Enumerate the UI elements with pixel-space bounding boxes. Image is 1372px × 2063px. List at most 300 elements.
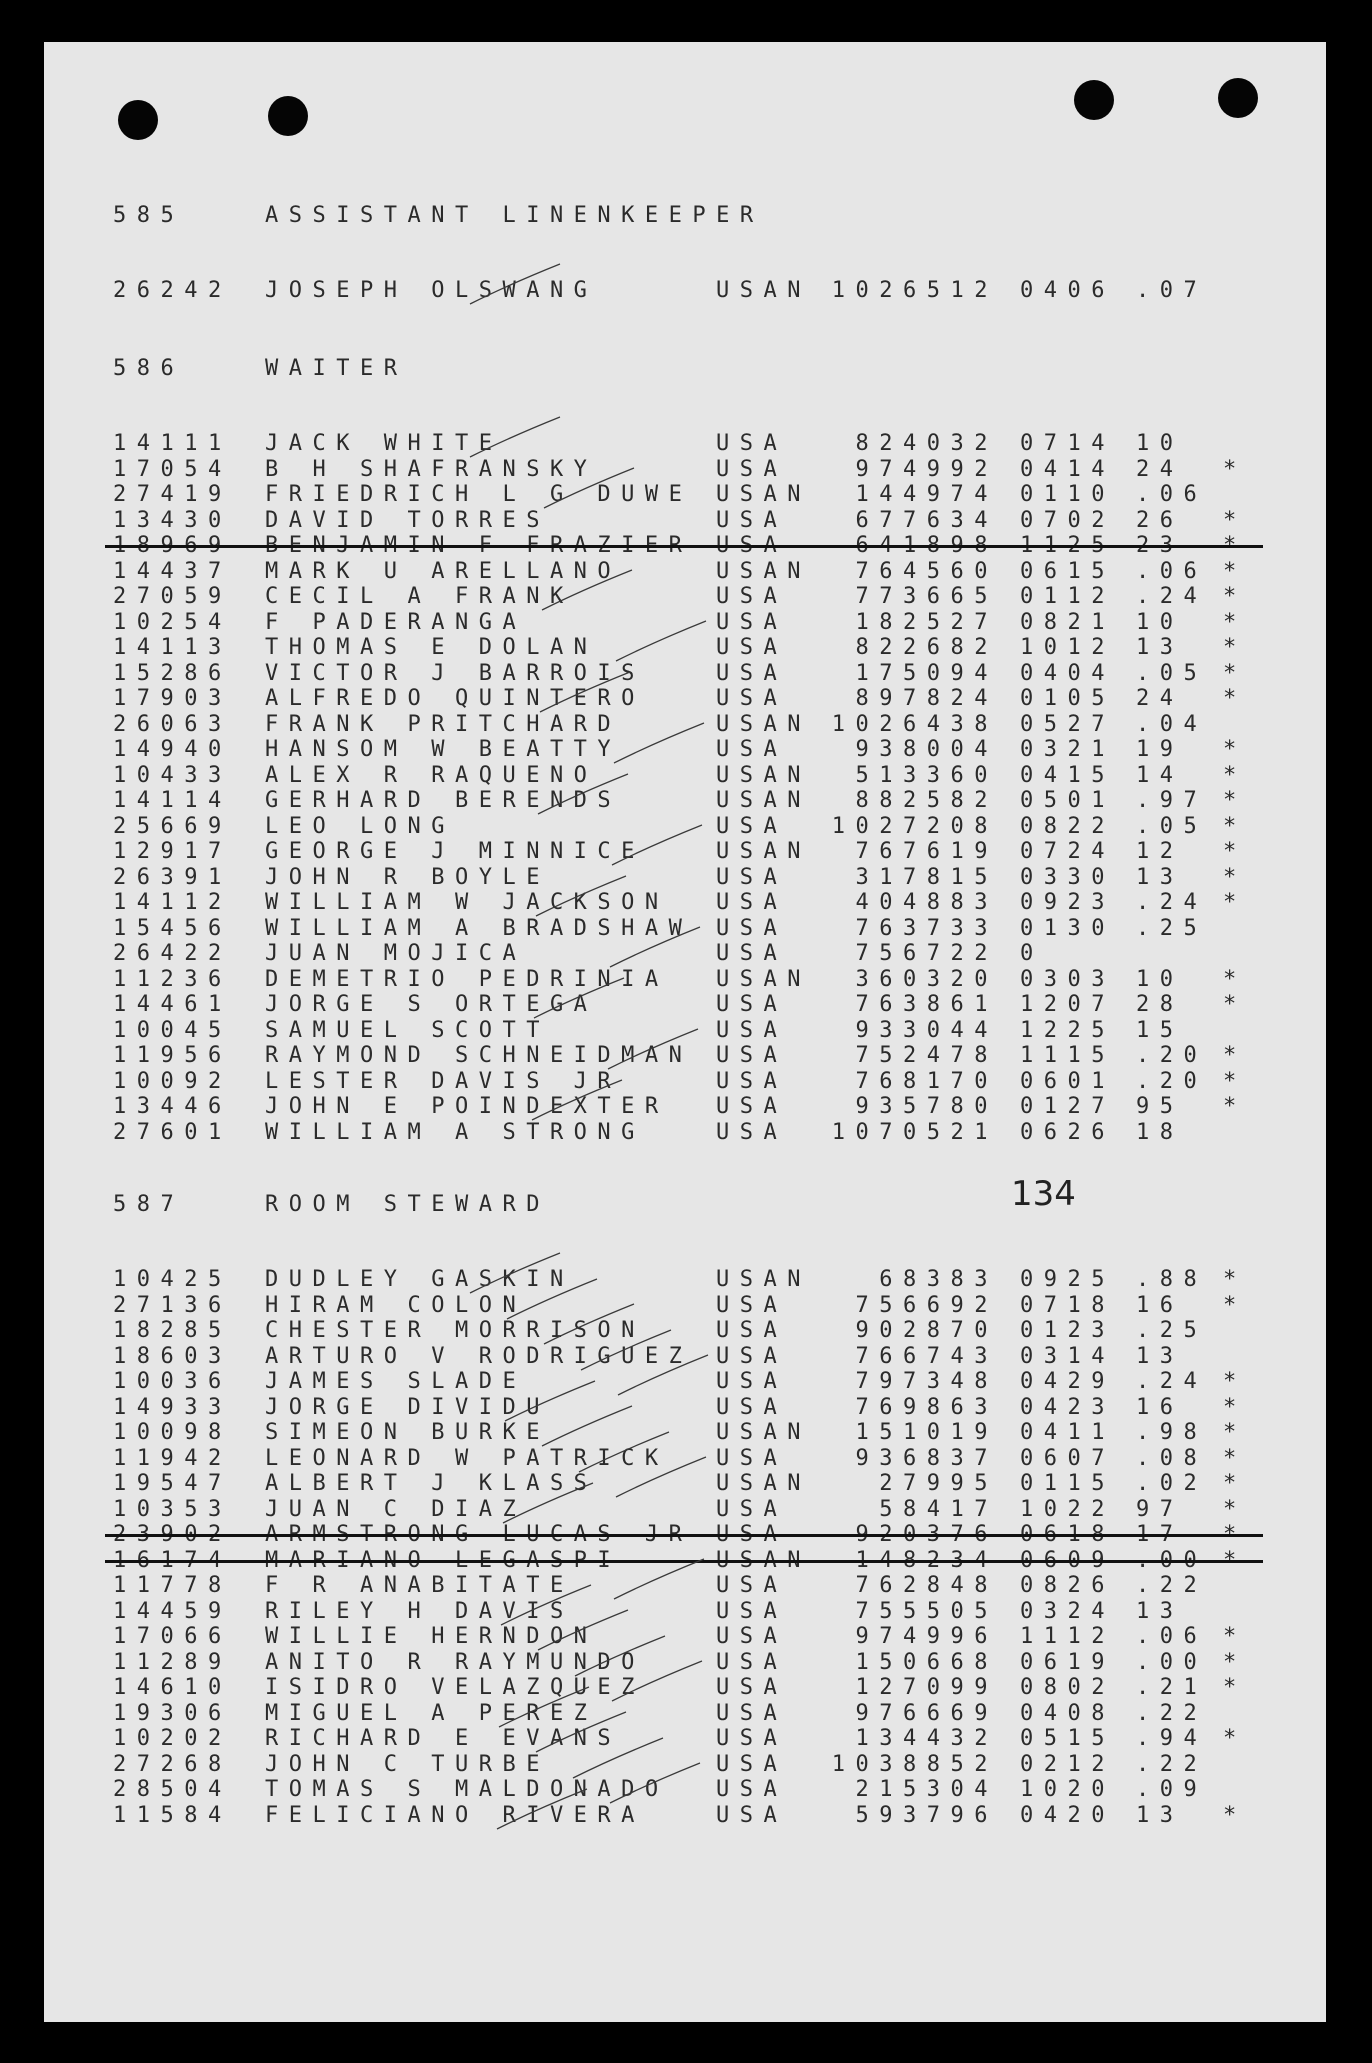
date-code: 0702 [1020,508,1115,533]
section-code: 587 [113,1192,185,1217]
employee-name: LEONARD W PATRICK [265,1446,669,1471]
section-code: 585 [113,203,185,228]
employee-number: 26391 [113,865,232,890]
id-number: 936837 [855,1446,998,1471]
id-number: 752478 [855,1043,998,1068]
date-code: 0110 [1020,482,1115,507]
pen-tick-mark [575,1636,665,1676]
pen-tick-mark [501,1585,591,1625]
value: .20 [1136,1043,1208,1068]
citizenship: USA [716,1446,788,1471]
date-code: 0618 [1020,1522,1115,1547]
asterisk-mark: * [1223,1650,1247,1675]
id-number: 150668 [855,1650,998,1675]
asterisk-mark: * [1223,533,1247,558]
id-number: 151019 [855,1420,998,1445]
id-number: 897824 [855,686,998,711]
citizenship: USA [716,1293,788,1318]
pen-tick-mark [573,1738,663,1778]
employee-number: 18969 [113,533,232,558]
value: 10 [1136,610,1184,635]
asterisk-mark: * [1223,814,1247,839]
employee-number: 10036 [113,1369,232,1394]
value: .22 [1136,1701,1208,1726]
value: .00 [1136,1548,1208,1573]
citizenship: USA [716,533,788,558]
id-number: 933044 [855,1018,998,1043]
employee-name: JOHN E POINDEXTER [265,1094,669,1119]
value: 95 [1136,1094,1184,1119]
date-code: 1012 [1020,635,1115,660]
asterisk-mark: * [1223,1267,1247,1292]
handwritten-note: 134 [1011,1174,1076,1214]
value: 14 [1136,763,1184,788]
asterisk-mark: * [1223,1043,1247,1068]
id-number: 766743 [855,1344,998,1369]
asterisk-mark: * [1223,1293,1247,1318]
id-number: 404883 [855,890,998,915]
asterisk-mark: * [1223,1497,1247,1522]
citizenship: USA [716,610,788,635]
id-number: 27995 [879,1471,998,1496]
date-code: 0112 [1020,584,1115,609]
id-number: 764560 [855,559,998,584]
value: .24 [1136,890,1208,915]
value: .02 [1136,1471,1208,1496]
citizenship: USAN [716,712,811,737]
id-number: 1070521 [831,1120,998,1145]
employee-name: ARTURO V RODRIGUEZ [265,1344,693,1369]
date-code: 0822 [1020,814,1115,839]
date-code: 0724 [1020,839,1115,864]
date-code: 0324 [1020,1599,1115,1624]
asterisk-mark: * [1223,865,1247,890]
date-code: 0714 [1020,431,1115,456]
pen-tick-mark [470,1253,560,1293]
employee-name: ALBERT J KLASS [265,1471,598,1496]
employee-name: SAMUEL SCOTT [265,1018,550,1043]
citizenship: USA [716,1318,788,1343]
pen-tick-mark [542,1406,632,1446]
citizenship: USAN [716,482,811,507]
asterisk-mark: * [1223,1446,1247,1471]
employee-number: 17054 [113,457,232,482]
id-number: 677634 [855,508,998,533]
value: .07 [1136,278,1208,303]
id-number: 1027208 [831,814,998,839]
id-number: 1026512 [831,278,998,303]
value: .21 [1136,1675,1208,1700]
asterisk-mark: * [1223,763,1247,788]
pen-tick-mark [614,723,704,763]
asterisk-mark: * [1223,584,1247,609]
value: .06 [1136,1624,1208,1649]
pen-tick-mark [538,1610,628,1650]
employee-number: 18285 [113,1318,232,1343]
citizenship: USA [716,1599,788,1624]
date-code: 0527 [1020,712,1115,737]
employee-number: 28504 [113,1777,232,1802]
value: 24 [1136,457,1184,482]
employee-number: 14610 [113,1675,232,1700]
employee-number: 13430 [113,508,232,533]
employee-name: ALEX R RAQUENO [265,763,598,788]
employee-number: 27419 [113,482,232,507]
id-number: 1038852 [831,1752,998,1777]
id-number: 593796 [855,1803,998,1828]
citizenship: USA [716,1803,788,1828]
employee-number: 10202 [113,1726,232,1751]
value: .20 [1136,1069,1208,1094]
employee-name: WILLIAM A BRADSHAW [265,916,693,941]
citizenship: USA [716,890,788,915]
date-code: 1207 [1020,992,1115,1017]
employee-name: GEORGE J MINNICE [265,839,645,864]
citizenship: USA [716,1701,788,1726]
citizenship: USAN [716,763,811,788]
date-code: 0821 [1020,610,1115,635]
id-number: 756692 [855,1293,998,1318]
value: 13 [1136,865,1184,890]
employee-name: B H SHAFRANSKY [265,457,598,482]
employee-number: 23902 [113,1522,232,1547]
id-number: 148234 [855,1548,998,1573]
value: .22 [1136,1752,1208,1777]
date-code: 0414 [1020,457,1115,482]
section-code: 586 [113,356,185,381]
employee-number: 11289 [113,1650,232,1675]
citizenship: USA [716,635,788,660]
employee-number: 14114 [113,788,232,813]
value: .97 [1136,788,1208,813]
employee-name: RAYMOND SCHNEIDMAN [265,1043,693,1068]
id-number: 175094 [855,661,998,686]
citizenship: USA [716,1069,788,1094]
employee-number: 18603 [113,1344,232,1369]
id-number: 974992 [855,457,998,482]
employee-name: JOHN R BOYLE [265,865,550,890]
asterisk-mark: * [1223,1395,1247,1420]
pen-tick-mark [503,1483,593,1523]
employee-name: JOHN C TURBE [265,1752,550,1777]
asterisk-mark: * [1223,1420,1247,1445]
id-number: 360320 [855,967,998,992]
value: .00 [1136,1650,1208,1675]
asterisk-mark: * [1223,839,1247,864]
date-code: 0212 [1020,1752,1115,1777]
employee-number: 14933 [113,1395,232,1420]
date-code: 0 [1020,941,1044,966]
date-code: 0330 [1020,865,1115,890]
citizenship: USA [716,584,788,609]
employee-name: LESTER DAVIS JR [265,1069,622,1094]
value: 13 [1136,635,1184,660]
date-code: 0420 [1020,1803,1115,1828]
citizenship: USA [716,457,788,482]
section-title: ASSISTANT LINENKEEPER [265,203,764,228]
id-number: 1026438 [831,712,998,737]
employee-name: DEMETRIO PEDRINIA [265,967,669,992]
employee-number: 12917 [113,839,232,864]
date-code: 1225 [1020,1018,1115,1043]
employee-number: 14940 [113,737,232,762]
asterisk-mark: * [1223,508,1247,533]
pen-tick-mark [499,1687,589,1727]
section-title: ROOM STEWARD [265,1192,550,1217]
employee-number: 10254 [113,610,232,635]
pen-tick-mark [544,1304,634,1344]
employee-number: 26063 [113,712,232,737]
employee-number: 17903 [113,686,232,711]
date-code: 0404 [1020,661,1115,686]
citizenship: USA [716,865,788,890]
pen-tick-mark [616,1457,706,1497]
date-code: 0609 [1020,1548,1115,1573]
pen-tick-mark [470,417,560,457]
citizenship: USA [716,1675,788,1700]
citizenship: USA [716,1094,788,1119]
date-code: 1022 [1020,1497,1115,1522]
value: .24 [1136,1369,1208,1394]
value: 24 [1136,686,1184,711]
date-code: 0718 [1020,1293,1115,1318]
date-code: 0923 [1020,890,1115,915]
asterisk-mark: * [1223,635,1247,660]
value: .22 [1136,1573,1208,1598]
employee-number: 25669 [113,814,232,839]
employee-number: 15286 [113,661,232,686]
employee-number: 15456 [113,916,232,941]
employee-name: FRANK PRITCHARD [265,712,622,737]
value: .08 [1136,1446,1208,1471]
employee-name: DAVID TORRES [265,508,550,533]
citizenship: USA [716,1752,788,1777]
employee-number: 19547 [113,1471,232,1496]
employee-name: WILLIE HERNDON [265,1624,598,1649]
asterisk-mark: * [1223,1675,1247,1700]
employee-name: JORGE S ORTEGA [265,992,598,1017]
citizenship: USAN [716,1267,811,1292]
value: .25 [1136,916,1208,941]
date-code: 0515 [1020,1726,1115,1751]
employee-name: F PADERANGA [265,610,527,635]
pen-tick-mark [470,264,560,304]
asterisk-mark: * [1223,1094,1247,1119]
citizenship: USA [716,661,788,686]
asterisk-mark: * [1223,661,1247,686]
employee-name: RILEY H DAVIS [265,1599,574,1624]
id-number: 127099 [855,1675,998,1700]
date-code: 0115 [1020,1471,1115,1496]
employee-number: 17066 [113,1624,232,1649]
asterisk-mark: * [1223,788,1247,813]
employee-name: ISIDRO VELAZQUEZ [265,1675,645,1700]
date-code: 0925 [1020,1267,1115,1292]
id-number: 935780 [855,1094,998,1119]
employee-name: HANSOM W BEATTY [265,737,622,762]
pen-tick-mark [540,672,630,712]
value: .94 [1136,1726,1208,1751]
value: .98 [1136,1420,1208,1445]
asterisk-mark: * [1223,967,1247,992]
asterisk-mark: * [1223,1471,1247,1496]
date-code: 0321 [1020,737,1115,762]
pen-tick-mark [610,1763,700,1803]
asterisk-mark: * [1223,686,1247,711]
value: 97 [1136,1497,1184,1522]
id-number: 58417 [879,1497,998,1522]
value: .25 [1136,1318,1208,1343]
employee-name: WILLIAM W JACKSON [265,890,669,915]
employee-number: 10045 [113,1018,232,1043]
date-code: 0408 [1020,1701,1115,1726]
date-code: 0615 [1020,559,1115,584]
employee-name: MARIANO LEGASPI [265,1548,622,1573]
date-code: 0406 [1020,278,1115,303]
employee-name: JOSEPH OLSWANG [265,278,598,303]
employee-number: 26422 [113,941,232,966]
employee-name: JAMES SLADE [265,1369,527,1394]
citizenship: USA [716,431,788,456]
pen-tick-mark [497,1789,587,1829]
value: .05 [1136,814,1208,839]
date-code: 1020 [1020,1777,1115,1802]
value: .05 [1136,661,1208,686]
value: 16 [1136,1395,1184,1420]
date-code: 0415 [1020,763,1115,788]
citizenship: USA [716,1395,788,1420]
employee-name: MIGUEL A PEREZ [265,1701,598,1726]
employee-number: 27601 [113,1120,232,1145]
id-number: 763861 [855,992,998,1017]
citizenship: USA [716,1650,788,1675]
value: 17 [1136,1522,1184,1547]
citizenship: USA [716,508,788,533]
date-code: 0105 [1020,686,1115,711]
employee-number: 10433 [113,763,232,788]
citizenship: USAN [716,559,811,584]
id-number: 68383 [879,1267,998,1292]
value: .06 [1136,482,1208,507]
value: 10 [1136,431,1184,456]
employee-number: 26242 [113,278,232,303]
date-code: 0501 [1020,788,1115,813]
date-code: 1125 [1020,533,1115,558]
date-code: 0303 [1020,967,1115,992]
value: 13 [1136,1344,1184,1369]
employee-number: 14459 [113,1599,232,1624]
employee-number: 11236 [113,967,232,992]
employee-name: RICHARD E EVANS [265,1726,622,1751]
id-number: 215304 [855,1777,998,1802]
pen-tick-mark [614,1559,704,1599]
pen-tick-mark [608,1029,698,1069]
date-code: 0607 [1020,1446,1115,1471]
asterisk-mark: * [1223,1548,1247,1573]
value: .24 [1136,584,1208,609]
id-number: 182527 [855,610,998,635]
employee-number: 14461 [113,992,232,1017]
pen-tick-mark [532,1080,622,1120]
date-code: 0429 [1020,1369,1115,1394]
value: 10 [1136,967,1184,992]
id-number: 882582 [855,788,998,813]
asterisk-mark: * [1223,737,1247,762]
employee-number: 10353 [113,1497,232,1522]
pen-tick-mark [505,1381,595,1421]
employee-name: JORGE DIVIDU [265,1395,550,1420]
pen-tick-mark [536,1712,626,1752]
pen-tick-mark [538,774,628,814]
id-number: 144974 [855,482,998,507]
pen-tick-mark [612,825,702,865]
pen-tick-mark [581,1330,671,1370]
asterisk-mark: * [1223,992,1247,1017]
employee-number: 27059 [113,584,232,609]
employee-name: THOMAS E DOLAN [265,635,598,660]
pen-tick-mark [534,978,624,1018]
id-number: 974996 [855,1624,998,1649]
citizenship: USA [716,1043,788,1068]
citizenship: USA [716,916,788,941]
date-code: 0314 [1020,1344,1115,1369]
citizenship: USA [716,686,788,711]
employee-number: 14113 [113,635,232,660]
value: 28 [1136,992,1184,1017]
citizenship: USAN [716,1471,811,1496]
employee-name: DUDLEY GASKIN [265,1267,574,1292]
id-number: 769863 [855,1395,998,1420]
value: .06 [1136,559,1208,584]
id-number: 763733 [855,916,998,941]
employee-name: CECIL A FRANK [265,584,574,609]
employee-name: BENJAMIN F FRAZIER [265,533,693,558]
citizenship: USA [716,1573,788,1598]
date-code: 0411 [1020,1420,1115,1445]
id-number: 513360 [855,763,998,788]
date-code: 1115 [1020,1043,1115,1068]
value: 18 [1136,1120,1184,1145]
value: 26 [1136,508,1184,533]
employee-name: HIRAM COLON [265,1293,527,1318]
citizenship: USA [716,1522,788,1547]
date-code: 0130 [1020,916,1115,941]
employee-name: ARMSTRONG LUCAS JR [265,1522,693,1547]
date-code: 0601 [1020,1069,1115,1094]
employee-name: SIMEON BURKE [265,1420,550,1445]
citizenship: USAN [716,839,811,864]
pen-tick-mark [536,876,626,916]
citizenship: USA [716,1369,788,1394]
pen-tick-mark [612,1661,702,1701]
date-code: 0423 [1020,1395,1115,1420]
employee-number: 14437 [113,559,232,584]
id-number: 797348 [855,1369,998,1394]
date-code: 0802 [1020,1675,1115,1700]
citizenship: USAN [716,278,811,303]
date-code: 0626 [1020,1120,1115,1145]
employee-number: 13446 [113,1094,232,1119]
employee-name: JUAN C DIAZ [265,1497,527,1522]
value: 13 [1136,1803,1184,1828]
employee-number: 27268 [113,1752,232,1777]
employee-name: LEO LONG [265,814,455,839]
id-number: 134432 [855,1726,998,1751]
id-number: 920376 [855,1522,998,1547]
id-number: 768170 [855,1069,998,1094]
id-number: 976669 [855,1701,998,1726]
pen-tick-mark [579,1432,669,1472]
